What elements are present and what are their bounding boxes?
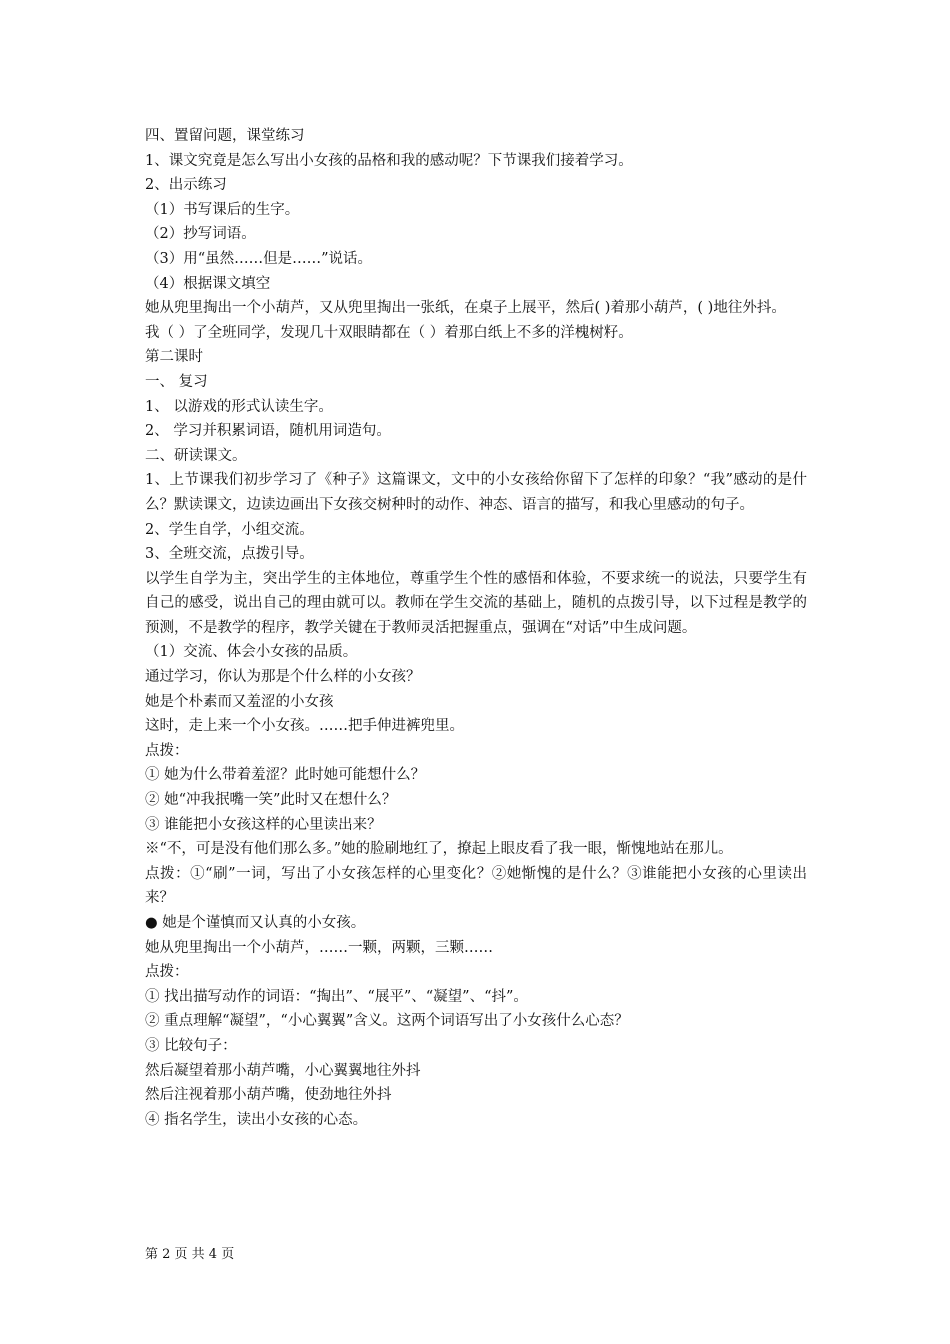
exercise-item: （2）抄写词语。 — [145, 226, 256, 243]
exercise-item: （3）用“虽然……但是……”说话。 — [145, 250, 373, 267]
list-item: ④ 指名学生，读出小女孩的心态。 — [145, 1111, 368, 1128]
text-line: 1、课文究竟是怎么写出小女孩的品格和我的感动呢？下节课我们接着学习。 — [145, 152, 633, 169]
list-item: ② 她“冲我抿嘴一笑”此时又在想什么？ — [145, 792, 397, 809]
text-line: （1）交流、体会小女孩的品质。 — [145, 644, 358, 661]
fill-blank-sentence: 我（ ）了全班同学，发现几十双眼睛都在（ ）着那白纸上不多的洋槐树籽。 — [145, 324, 633, 341]
list-item: ③ 谁能把小女孩这样的心里读出来？ — [145, 816, 382, 833]
text-line: 3、全班交流，点拨引导。 — [145, 546, 314, 563]
text-line: 然后凝望着那小葫芦嘴，小心翼翼地往外抖 — [145, 1062, 421, 1079]
section-heading: 二、研读课文。 — [145, 447, 247, 464]
text-line: 这时，走上来一个小女孩。……把手伸进裤兜里。 — [145, 718, 464, 735]
text-line: 1、 以游戏的形式认读生字。 — [145, 398, 333, 415]
list-item: ① 她为什么带着羞涩？此时她可能想什么？ — [145, 767, 426, 784]
page-footer: 第 2 页 共 4 页 — [145, 1247, 235, 1262]
list-item: ② 重点理解“凝望”，“小心翼翼”含义。这两个词语写出了小女孩什么心态？ — [145, 1013, 629, 1030]
exercise-item: （1）书写课后的生字。 — [145, 201, 300, 218]
text-paragraph: 以学生自学为主，突出学生的主体地位，尊重学生个性的感悟和体验，不要求统一的说法，只要学生有自己的感受，说出自己的理由就可以。教师在学生交流的基础上，随机的点拨引导，以下过程是教学的预测，不是教学的程序，教学关键在于教师灵活把握重点，强调在“对话”中生成问题。 — [145, 570, 807, 636]
exercise-item: （4）根据课文填空 — [145, 275, 271, 292]
text-line: 她是个朴素而又羞涩的小女孩 — [145, 693, 334, 710]
text-line: 点拨： — [145, 964, 189, 981]
text-line: 点拨： — [145, 742, 189, 759]
list-item: ① 找出描写动作的词语：“掏出”、“展平”、“凝望”、“抖”。 — [145, 988, 528, 1005]
fill-blank-sentence: 她从兜里掏出一个小葫芦，又从兜里掏出一张纸，在桌子上展平，然后( )着那小葫芦，( )地往外抖。 — [145, 300, 786, 317]
text-line: 她从兜里掏出一个小葫芦，……一颗，两颗，三颗…… — [145, 939, 493, 956]
text-line: 然后注视着那小葫芦嘴，使劲地往外抖 — [145, 1087, 392, 1104]
list-item: ③ 比较句子： — [145, 1037, 237, 1054]
section-heading: 一、 复习 — [145, 373, 208, 390]
text-paragraph: 1、上节课我们初步学习了《种子》这篇课文，文中的小女孩给你留下了怎样的印象？“我”感动的是什么？默读课文，边读边画出下女孩交树种时的动作、神态、语言的描写，和我心里感动的句子。 — [145, 472, 807, 513]
text-line: 通过学习，你认为那是个什么样的小女孩？ — [145, 669, 421, 686]
text-line: 2、出示练习 — [145, 177, 227, 194]
section-heading: 四、置留问题，课堂练习 — [145, 128, 305, 144]
text-line: 2、学生自学，小组交流。 — [145, 521, 314, 538]
bullet-item: ● 她是个谨慎而又认真的小女孩。 — [145, 915, 366, 931]
text-paragraph: 点拨：①“刷”一词，写出了小女孩怎样的心里变化？②她惭愧的是什么？③谁能把小女孩的心里读出来？ — [145, 865, 807, 907]
section-heading: 第二课时 — [145, 349, 203, 366]
text-line: 2、 学习并积累词语，随机用词造句。 — [145, 423, 391, 440]
document-body — [145, 124, 807, 1132]
text-line: ※“不，可是没有他们那么多。”她的脸刷地红了，撩起上眼皮看了我一眼，惭愧地站在那儿。 — [145, 841, 733, 858]
